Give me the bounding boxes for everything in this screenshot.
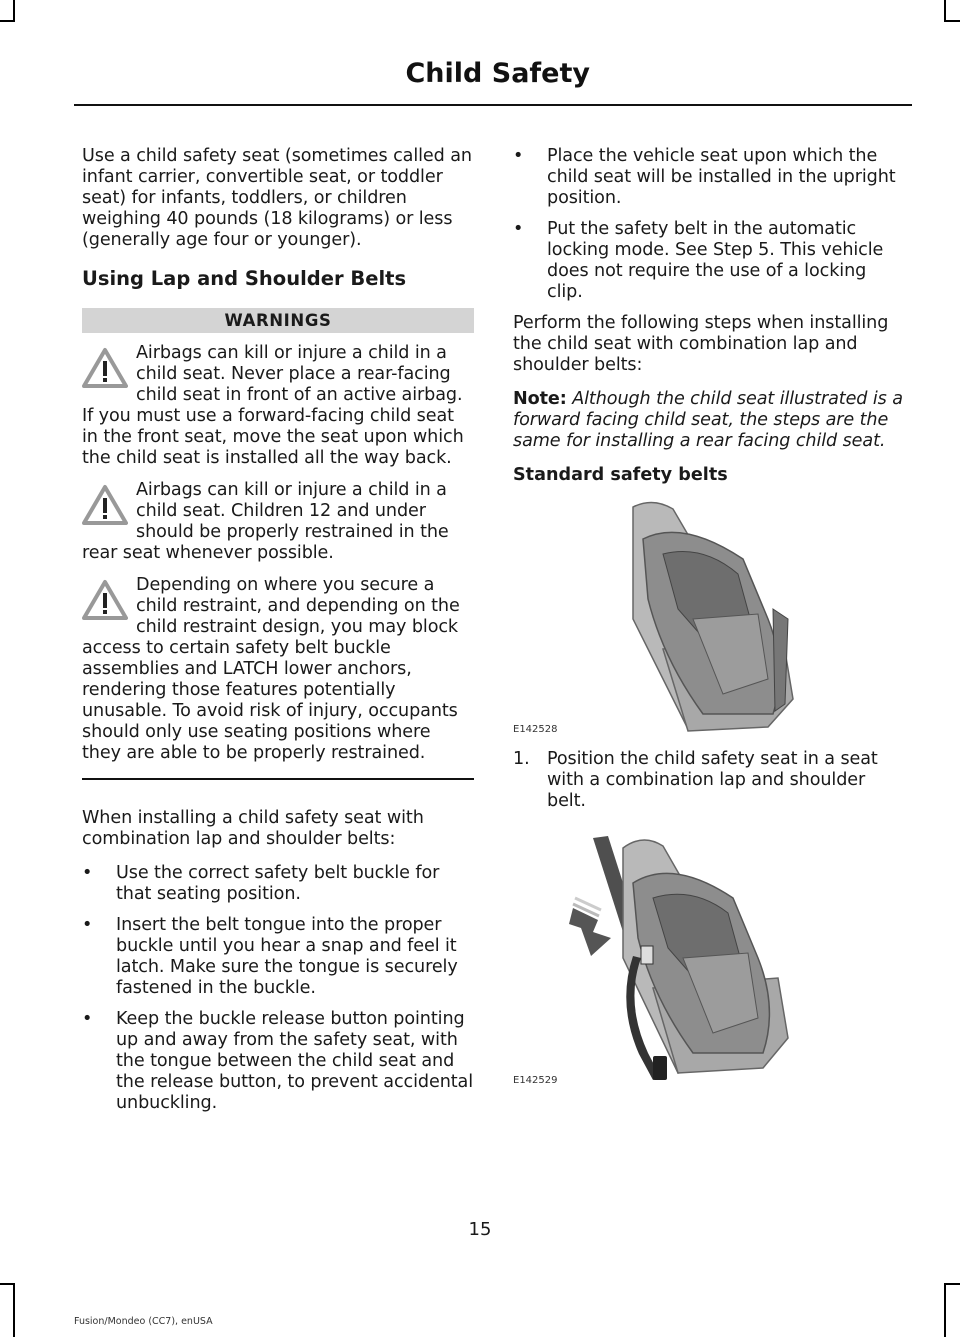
page-title: Child Safety bbox=[405, 58, 590, 89]
warning-item bbox=[82, 480, 474, 564]
child-seat-belt-drawing bbox=[513, 828, 905, 1090]
child-seat-illustration bbox=[513, 499, 905, 739]
list-item: • Use the correct safety belt buckle for that seating position. bbox=[82, 863, 474, 905]
crop-mark bbox=[13, 1283, 15, 1337]
figure-id: E142529 bbox=[513, 1075, 558, 1086]
crop-mark bbox=[0, 1283, 15, 1285]
list-item: • Insert the belt tongue into the proper buckle until you hear a snap and feel it latch. Make sure the tongue is securely fastened in the buckle. bbox=[82, 915, 474, 999]
list-item: • Keep the buckle release button pointing up and away from the safety seat, with the tongue between the child seat and the release button, to prevent accidental unbuckling. bbox=[82, 1009, 474, 1114]
warnings-divider bbox=[82, 778, 474, 780]
warning-text: Airbags can kill or injure a child in a child seat. Never place a rear-facing child seat in front of an active airbag. If you must use a forward-facing child seat in the front seat, move the seat upon which the child seat is installed all the way back. bbox=[82, 343, 464, 468]
install-bullets bbox=[82, 863, 474, 1114]
warning-text: Depending on where you secure a child restraint, and depending on the child restraint design, you may block access to certain safety belt buckle assemblies and LATCH lower anchors, rendering those features potentially unusable. To avoid risk of injury, occupants should only use seating positions where they are able to be properly restrained. bbox=[82, 575, 460, 763]
crop-mark bbox=[13, 0, 15, 22]
note-text: Although the child seat illustrated is a forward facing child seat, the steps are the same for installing a rear facing child seat. bbox=[513, 389, 903, 451]
crop-mark bbox=[944, 0, 946, 22]
page-number: 15 bbox=[468, 1219, 492, 1240]
crop-mark bbox=[944, 1283, 960, 1285]
warnings-title: WARNINGS bbox=[82, 308, 474, 333]
list-item: • Put the safety belt in the automatic locking mode. See Step 5. This vehicle does not require the use of a locking clip. bbox=[513, 219, 905, 303]
standard-belts-heading: Standard safety belts bbox=[513, 465, 728, 485]
step-text: Position the child safety seat in a seat with a combination lap and shoulder belt. bbox=[547, 749, 878, 811]
crop-mark bbox=[0, 20, 15, 22]
crop-mark bbox=[944, 20, 960, 22]
document-id: Fusion/Mondeo (CC7), enUSA bbox=[74, 1316, 213, 1327]
warning-item bbox=[82, 343, 474, 469]
section-heading: Using Lap and Shoulder Belts bbox=[82, 267, 407, 290]
steps-list bbox=[513, 749, 905, 812]
figure-id: E142528 bbox=[513, 724, 558, 735]
warning-text: Airbags can kill or injure a child in a child seat. Children 12 and under should be properly restrained in the rear seat whenever possible. bbox=[82, 480, 449, 563]
step-number: 1. bbox=[513, 749, 530, 769]
warning-triangle-icon bbox=[82, 484, 128, 526]
note-label: Note: bbox=[513, 389, 567, 409]
prep-bullets bbox=[513, 146, 905, 303]
intro-paragraph: Use a child safety seat (sometimes called an infant carrier, convertible seat, or toddler seat) for infants, toddlers, or children weighing 40 pounds (18 kilograms) or less (generally age four or younger). bbox=[82, 146, 472, 250]
warning-item bbox=[82, 575, 474, 764]
warnings-box bbox=[82, 308, 474, 780]
child-seat-belt-illustration bbox=[513, 828, 905, 1090]
note-paragraph bbox=[513, 389, 905, 452]
warning-triangle-icon bbox=[82, 579, 128, 621]
steps-intro: Perform the following steps when installing the child seat with combination lap and shoulder belts: bbox=[513, 313, 889, 375]
child-seat-drawing bbox=[513, 499, 905, 739]
list-item: • Place the vehicle seat upon which the child seat will be installed in the upright position. bbox=[513, 146, 905, 209]
crop-mark bbox=[944, 1283, 946, 1337]
left-column bbox=[82, 146, 474, 1124]
list-item bbox=[513, 749, 905, 812]
header-divider bbox=[74, 104, 912, 106]
right-column bbox=[513, 146, 905, 1100]
install-intro: When installing a child safety seat with combination lap and shoulder belts: bbox=[82, 808, 424, 849]
warning-triangle-icon bbox=[82, 347, 128, 389]
